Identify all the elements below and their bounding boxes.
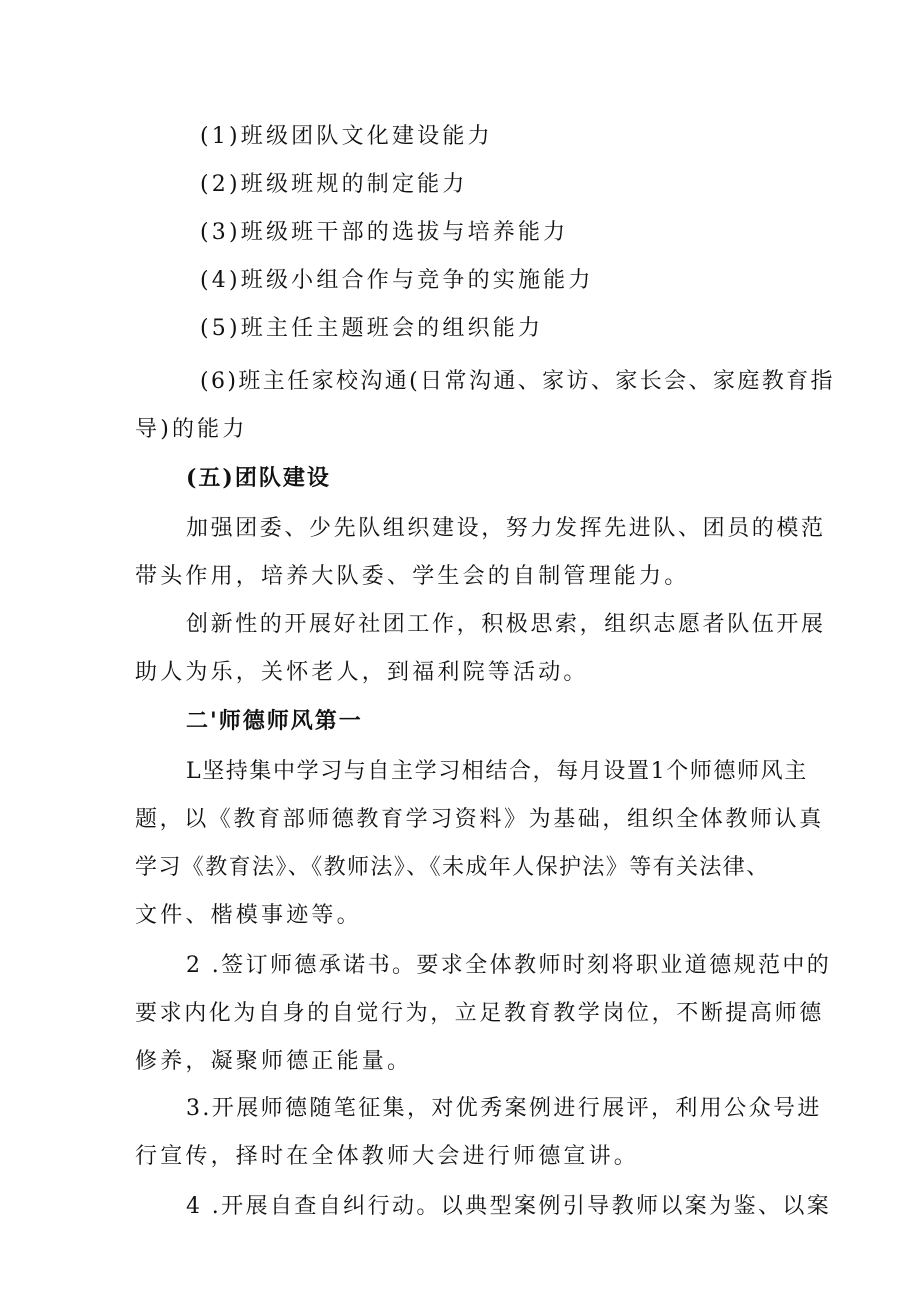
paragraph-1-line-2: 带头作用，培养大队委、学生会的自制管理能力。 [135,564,690,589]
list-item-4: (4)班级小组合作与竞争的实施能力 [200,268,594,293]
paragraph-1-line-1: 加强团委、少先队组织建设，努力发挥先进队、团员的模范 [186,516,826,541]
point-1-line-2: 题，以《教育部师德教育学习资料》为基础，组织全体教师认真 [135,807,824,832]
point-1-line-4: 文件、楷模事迹等。 [135,903,362,928]
section-heading-teacher-ethics: 二'师德师风第一 [186,708,363,734]
list-item-1: (1)班级团队文化建设能力 [200,124,493,149]
section-heading-team-building: (五)团队建设 [186,465,331,491]
list-item-2: (2)班级班规的制定能力 [200,172,468,197]
point-3-line-2: 行宣传，择时在全体教师大会进行师德宣讲。 [135,1144,640,1169]
point-2-line-1: 2 .签订师德承诺书。要求全体教师时刻将职业道德规范中的 [186,953,832,978]
paragraph-2-line-1: 创新性的开展好社团工作，积极思索，组织志愿者队伍开展 [186,612,826,637]
list-item-6-line-1: (6)班主任家校沟通(日常沟通、家访、家长会、家庭教育指 [200,369,835,394]
point-3-line-1: 3.开展师德随笔征集，对优秀案例进行展评，利用公众号进 [186,1096,822,1121]
point-2-line-3: 修养，凝聚师德正能量。 [135,1049,413,1074]
list-item-3: (3)班级班干部的选拔与培养能力 [200,220,569,245]
paragraph-2-line-2: 助人为乐，关怀老人，到福利院等活动。 [135,660,589,685]
point-1-line-3: 学习《教育法》、《教师法》、《未成年人保护法》等有关法律、 [135,855,770,880]
point-2-line-2: 要求内化为自身的自觉行为，立足教育教学岗位，不断提高师德 [135,1001,824,1026]
list-item-6-line-2: 导)的能力 [135,417,248,442]
point-1-line-1: L坚持集中学习与自主学习相结合，每月设置1个师德师风主 [186,759,808,784]
list-item-5: (5)班主任主题班会的组织能力 [200,316,544,341]
point-4-line-1: 4 .开展自查自纠行动。以典型案例引导教师以案为鉴、以案 [186,1194,832,1219]
